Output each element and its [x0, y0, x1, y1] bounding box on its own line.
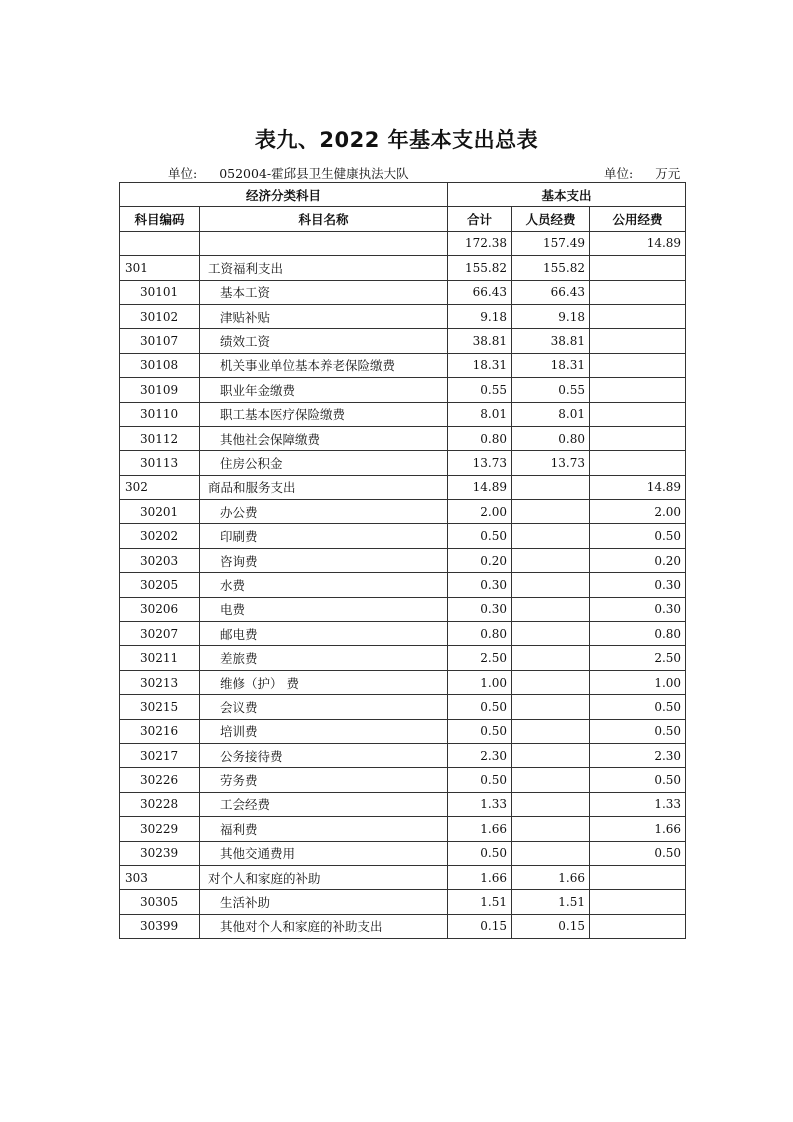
header-economic-classification: 经济分类科目: [120, 183, 448, 207]
subject-code-cell: 303: [120, 865, 200, 889]
public-expense-cell: [590, 353, 686, 377]
table-column-header-row: [120, 207, 686, 231]
total-cell: 38.81: [448, 329, 512, 353]
subject-code-cell: 30213: [120, 670, 200, 694]
personnel-expense-cell: 18.31: [512, 353, 590, 377]
table-row: [120, 622, 686, 646]
table-row: [120, 792, 686, 816]
personnel-expense-cell: [512, 573, 590, 597]
table-row: [120, 865, 686, 889]
subject-code-cell: 30107: [120, 329, 200, 353]
public-expense-cell: 0.50: [590, 719, 686, 743]
public-expense-cell: 0.30: [590, 597, 686, 621]
subject-code-cell: 30215: [120, 695, 200, 719]
total-cell: 0.20: [448, 548, 512, 572]
header-basic-expenditure: 基本支出: [448, 183, 686, 207]
subject-name-cell: 印刷费: [200, 524, 448, 548]
subject-code-cell: 30205: [120, 573, 200, 597]
personnel-expense-cell: [512, 500, 590, 524]
unit-label: 单位:: [168, 166, 198, 181]
subject-name-cell: 培训费: [200, 719, 448, 743]
subject-name-cell: 会议费: [200, 695, 448, 719]
subject-code-cell: 30109: [120, 378, 200, 402]
subject-name-cell: [200, 231, 448, 255]
public-expense-cell: [590, 890, 686, 914]
table-row: [120, 353, 686, 377]
subject-name-cell: 机关事业单位基本养老保险缴费: [200, 353, 448, 377]
total-cell: 1.51: [448, 890, 512, 914]
personnel-expense-cell: 157.49: [512, 231, 590, 255]
subject-name-cell: 维修（护） 费: [200, 670, 448, 694]
subject-code-cell: 30206: [120, 597, 200, 621]
personnel-expense-cell: [512, 841, 590, 865]
personnel-expense-cell: [512, 719, 590, 743]
public-expense-cell: [590, 280, 686, 304]
table-row: [120, 768, 686, 792]
subject-code-cell: 30217: [120, 743, 200, 767]
table-row: [120, 378, 686, 402]
subject-code-cell: 30207: [120, 622, 200, 646]
total-cell: 0.50: [448, 695, 512, 719]
table-row: [120, 890, 686, 914]
table-row: [120, 329, 686, 353]
subject-code-cell: 30112: [120, 426, 200, 450]
public-expense-cell: [590, 304, 686, 328]
personnel-expense-cell: 0.55: [512, 378, 590, 402]
public-expense-cell: 1.66: [590, 817, 686, 841]
total-cell: 0.80: [448, 622, 512, 646]
total-cell: 0.50: [448, 841, 512, 865]
subject-name-cell: 住房公积金: [200, 451, 448, 475]
header-total: 合计: [448, 207, 512, 231]
subject-name-cell: 商品和服务支出: [200, 475, 448, 499]
public-expense-cell: [590, 451, 686, 475]
total-cell: 1.66: [448, 817, 512, 841]
personnel-expense-cell: 38.81: [512, 329, 590, 353]
personnel-expense-cell: [512, 475, 590, 499]
personnel-expense-cell: [512, 597, 590, 621]
subject-name-cell: 其他社会保障缴费: [200, 426, 448, 450]
total-cell: 1.33: [448, 792, 512, 816]
subject-code-cell: 30203: [120, 548, 200, 572]
total-cell: 0.50: [448, 524, 512, 548]
public-expense-cell: [590, 426, 686, 450]
table-row: [120, 841, 686, 865]
subject-code-cell: 30226: [120, 768, 200, 792]
table-row: [120, 670, 686, 694]
total-cell: 0.30: [448, 597, 512, 621]
header-public-expense: 公用经费: [590, 207, 686, 231]
subject-code-cell: 30108: [120, 353, 200, 377]
subject-code-cell: 30113: [120, 451, 200, 475]
table-row: [120, 256, 686, 280]
personnel-expense-cell: 8.01: [512, 402, 590, 426]
subject-code-cell: 302: [120, 475, 200, 499]
table-row: [120, 548, 686, 572]
personnel-expense-cell: [512, 670, 590, 694]
table-row: [120, 597, 686, 621]
public-expense-cell: 2.00: [590, 500, 686, 524]
currency-label: 单位:: [604, 166, 634, 181]
subject-name-cell: 对个人和家庭的补助: [200, 865, 448, 889]
public-expense-cell: [590, 256, 686, 280]
subject-name-cell: 咨询费: [200, 548, 448, 572]
subject-name-cell: 福利费: [200, 817, 448, 841]
currency-info: [604, 164, 680, 182]
subject-code-cell: 30202: [120, 524, 200, 548]
table-body: [120, 231, 686, 938]
table-row: [120, 426, 686, 450]
personnel-expense-cell: [512, 524, 590, 548]
personnel-expense-cell: 0.80: [512, 426, 590, 450]
personnel-expense-cell: 1.51: [512, 890, 590, 914]
subject-name-cell: 公务接待费: [200, 743, 448, 767]
subject-name-cell: 津贴补贴: [200, 304, 448, 328]
table-row: [120, 524, 686, 548]
table-group-header-row: [120, 183, 686, 207]
table-row: [120, 451, 686, 475]
subject-code-cell: 30211: [120, 646, 200, 670]
total-cell: 13.73: [448, 451, 512, 475]
personnel-expense-cell: [512, 548, 590, 572]
public-expense-cell: 14.89: [590, 475, 686, 499]
public-expense-cell: [590, 378, 686, 402]
total-cell: 0.50: [448, 719, 512, 743]
table-row: [120, 500, 686, 524]
total-cell: 66.43: [448, 280, 512, 304]
total-cell: 14.89: [448, 475, 512, 499]
expenditure-table: [119, 182, 686, 939]
public-expense-cell: 0.50: [590, 768, 686, 792]
public-expense-cell: 0.50: [590, 524, 686, 548]
subject-code-cell: 30228: [120, 792, 200, 816]
subject-name-cell: 职业年金缴费: [200, 378, 448, 402]
header-subject-name: 科目名称: [200, 207, 448, 231]
subject-name-cell: 绩效工资: [200, 329, 448, 353]
subject-code-cell: 30216: [120, 719, 200, 743]
subject-name-cell: 劳务费: [200, 768, 448, 792]
subject-code-cell: 30229: [120, 817, 200, 841]
table-row: [120, 573, 686, 597]
table-row: [120, 914, 686, 938]
total-cell: 18.31: [448, 353, 512, 377]
personnel-expense-cell: 1.66: [512, 865, 590, 889]
personnel-expense-cell: [512, 646, 590, 670]
total-cell: 1.00: [448, 670, 512, 694]
table-row: [120, 402, 686, 426]
subject-name-cell: 电费: [200, 597, 448, 621]
public-expense-cell: 0.20: [590, 548, 686, 572]
personnel-expense-cell: 13.73: [512, 451, 590, 475]
table-row: [120, 695, 686, 719]
total-cell: 172.38: [448, 231, 512, 255]
table-row: [120, 304, 686, 328]
personnel-expense-cell: [512, 622, 590, 646]
public-expense-cell: 0.50: [590, 695, 686, 719]
subject-code-cell: 30102: [120, 304, 200, 328]
subject-code-cell: 30110: [120, 402, 200, 426]
total-cell: 0.50: [448, 768, 512, 792]
table-row: [120, 280, 686, 304]
subject-name-cell: 邮电费: [200, 622, 448, 646]
personnel-expense-cell: 66.43: [512, 280, 590, 304]
total-cell: 2.00: [448, 500, 512, 524]
personnel-expense-cell: [512, 768, 590, 792]
public-expense-cell: [590, 914, 686, 938]
header-subject-code: 科目编码: [120, 207, 200, 231]
public-expense-cell: [590, 865, 686, 889]
total-cell: 0.30: [448, 573, 512, 597]
subject-code-cell: 30201: [120, 500, 200, 524]
page-title: 表九、2022 年基本支出总表: [254, 128, 539, 152]
public-expense-cell: 1.00: [590, 670, 686, 694]
subject-name-cell: 差旅费: [200, 646, 448, 670]
subject-name-cell: 其他对个人和家庭的补助支出: [200, 914, 448, 938]
personnel-expense-cell: [512, 695, 590, 719]
unit-name: 052004-霍邱县卫生健康执法大队: [219, 166, 409, 181]
subject-code-cell: 301: [120, 256, 200, 280]
subject-name-cell: 工资福利支出: [200, 256, 448, 280]
table-row: [120, 231, 686, 255]
table-row: [120, 646, 686, 670]
total-cell: 2.50: [448, 646, 512, 670]
public-expense-cell: 2.50: [590, 646, 686, 670]
total-cell: 0.55: [448, 378, 512, 402]
total-cell: 0.15: [448, 914, 512, 938]
header-personnel-expense: 人员经费: [512, 207, 590, 231]
personnel-expense-cell: 0.15: [512, 914, 590, 938]
subject-name-cell: 生活补助: [200, 890, 448, 914]
table-row: [120, 817, 686, 841]
subject-name-cell: 职工基本医疗保险缴费: [200, 402, 448, 426]
public-expense-cell: 0.30: [590, 573, 686, 597]
currency-unit: 万元: [655, 166, 681, 181]
public-expense-cell: 0.50: [590, 841, 686, 865]
personnel-expense-cell: [512, 792, 590, 816]
public-expense-cell: 0.80: [590, 622, 686, 646]
subject-name-cell: 办公费: [200, 500, 448, 524]
subject-name-cell: 工会经费: [200, 792, 448, 816]
table-row: [120, 475, 686, 499]
subject-code-cell: 30399: [120, 914, 200, 938]
public-expense-cell: [590, 329, 686, 353]
personnel-expense-cell: 155.82: [512, 256, 590, 280]
table-row: [120, 719, 686, 743]
total-cell: 1.66: [448, 865, 512, 889]
subject-code-cell: [120, 231, 200, 255]
subject-code-cell: 30305: [120, 890, 200, 914]
table-row: [120, 743, 686, 767]
total-cell: 0.80: [448, 426, 512, 450]
public-expense-cell: 2.30: [590, 743, 686, 767]
total-cell: 2.30: [448, 743, 512, 767]
total-cell: 155.82: [448, 256, 512, 280]
subject-name-cell: 水费: [200, 573, 448, 597]
public-expense-cell: [590, 402, 686, 426]
personnel-expense-cell: [512, 817, 590, 841]
public-expense-cell: 1.33: [590, 792, 686, 816]
subject-code-cell: 30239: [120, 841, 200, 865]
subject-name-cell: 基本工资: [200, 280, 448, 304]
unit-info: [168, 164, 409, 182]
total-cell: 9.18: [448, 304, 512, 328]
subject-code-cell: 30101: [120, 280, 200, 304]
public-expense-cell: 14.89: [590, 231, 686, 255]
total-cell: 8.01: [448, 402, 512, 426]
subject-name-cell: 其他交通费用: [200, 841, 448, 865]
personnel-expense-cell: [512, 743, 590, 767]
personnel-expense-cell: 9.18: [512, 304, 590, 328]
